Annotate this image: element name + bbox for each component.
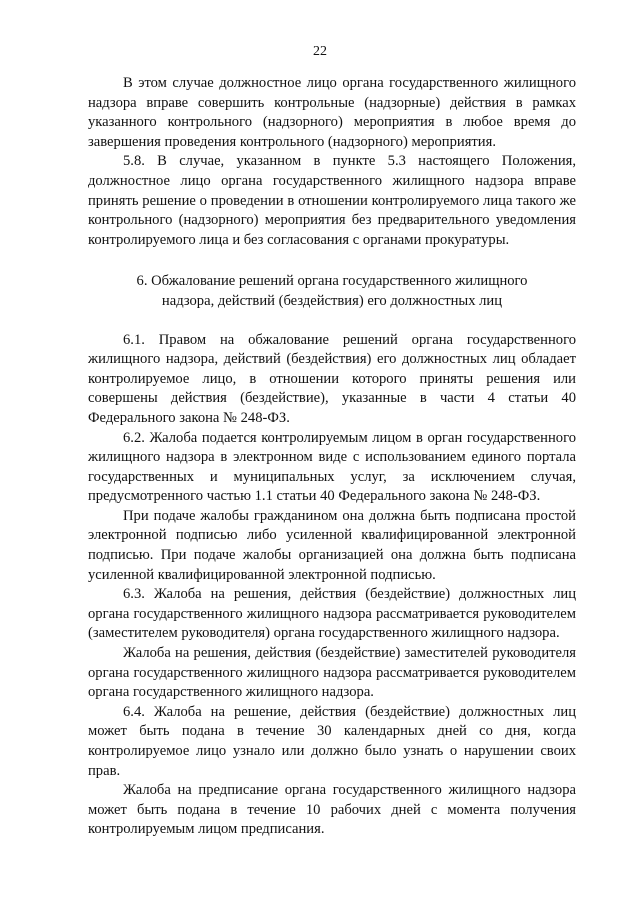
document-body <box>88 74 576 840</box>
section-heading-line-2: надзора, действий (бездействия) его должностных лиц <box>161 292 503 309</box>
paragraph-deputy-complaints: Жалоба на решения, действия (бездействие) заместителей руководителя органа государственного жилищного надзора рассматривается руководителем органа государственного жилищного надзора. <box>88 645 576 701</box>
paragraph-6-3: 6.3. Жалоба на решения, действия (бездействие) должностных лиц органа государственного жилищного надзора рассматривается руководителем (заместителем руководителя) органа государственного жилищного надзора. <box>88 586 576 642</box>
paragraph-6-2: 6.2. Жалоба подается контролируемым лицом в орган государственного жилищного надзора в электронном виде с использованием единого портала государственных и муниципальных услуг, за исключением случая, предусмотренного частью 1.1 статьи 40 Федерального закона № 248-ФЗ. <box>88 429 576 505</box>
section-heading <box>88 272 576 311</box>
section-heading-line-1: 6. Обжалование решений органа государственного жилищного <box>136 273 528 290</box>
paragraph-5-8: 5.8. В случае, указанном в пункте 5.3 настоящего Положения, должностное лицо органа государственного жилищного надзора вправе принять решение о проведении в отношении контролируемого лица такого же контрольного (надзорного) мероприятия без предварительного уведомления контролируемого лица и без согласования с органами прокуратуры. <box>88 153 576 248</box>
page-number: 22 <box>313 44 327 59</box>
paragraph-6-4: 6.4. Жалоба на решение, действия (бездействие) должностных лиц может быть подана в течение 30 календарных дней со дня, когда контролируемое лицо узнало или должно было узнать о нарушении своих прав. <box>88 703 576 779</box>
paragraph-6-1: 6.1. Правом на обжалование решений органа государственного жилищного надзора, действий (бездействия) его должностных лиц обладает контролируемое лицо, в отношении которого приняты решения или совершены действия (бездействие), указанные в части 4 статьи 40 Федерального закона № 248-ФЗ. <box>88 331 576 426</box>
paragraph-inspection-actions: В этом случае должностное лицо органа государственного жилищного надзора вправе совершить контрольные (надзорные) действия в рамках указанного контрольного (надзорного) мероприятия в любое время до завершения проведения контрольного (надзорного) мероприятия. <box>88 75 576 150</box>
paragraph-order-complaint: Жалоба на предписание органа государственного жилищного надзора может быть подана в течение 10 рабочих дней с момента получения контролируемым лицом предписания. <box>88 782 576 838</box>
paragraph-signature-requirements: При подаче жалобы гражданином она должна быть подписана простой электронной подписью либо усиленной квалифицированной электронной подписью. При подаче жалобы организацией она должна быть подписана усиленной квалифицированной электронной подписью. <box>88 507 576 583</box>
